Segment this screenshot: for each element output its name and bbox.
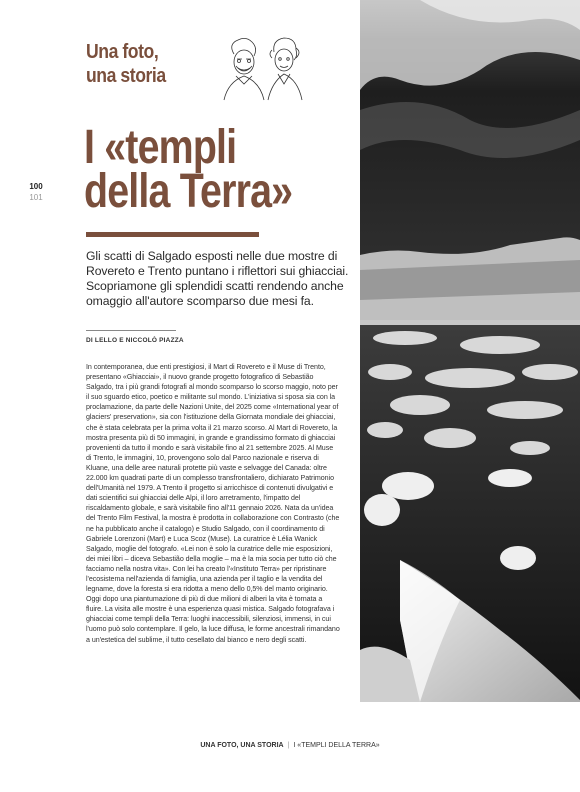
rubric-line-2: una storia bbox=[86, 65, 166, 87]
article-body: In contemporanea, due enti prestigiosi, il Mart di Rovereto e il Muse di Trento, presentano «Ghiacciai», il nuovo grande progetto fotografico di Sebastião Salgado, tra i più grandi fotografi al mondo scomparso lo scorso maggio, noto per il suo sguardo etico, poetico e militante sul mondo. L'iniziativa si sposa sia con la proclamazione, da parte delle Nazioni Unite, del 2025 come «International year of glaciers' preservation», sia con l'istituzione della Giornata mondiale dei ghiacciai, che è stata celebrata per la prima volta il 21 marzo scorso. Al Mart di Rovereto, la mostra presenta più di 50 immagini, in grande e grandissimo formato di ghiacciai provenienti da tutto il mondo e sarà visitabile fino al 21 settembre 2025. Al Muse di Trento, le immagini, 10, provengono solo dal Parco nazionale e riserva di Kluane, una delle aree naturali protette più vaste e selvagge del Canada: oltre 22.000 km quadrati parte di un complesso transfrontaliero, dichiarato Patrimonio dell'Umanità nel 1979. A Trento il progetto si arricchisce di contenuti divulgativi e dati scientifici sui ghiacciai delle Alpi, il loro arretramento, l'impatto del riscaldamento globale, e sarà visitabile fino all'11 gennaio 2026. Nata da un'idea del Trento Film Festival, la mostra è prodotta in collaborazione con Contrasto (che ne ha pubblicato anche il catalogo) e Studio Salgado, con il coordinamento di Gabriele Lorenzoni (Mart) e Luca Scoz (Muse). La curatrice è Lélia Wanick Salgado, moglie del fotografo. «Lei non è solo la curatrice delle mie esposizioni, dei miei libri – diceva Sebastião della moglie – ma è la mia socia per tutto ciò che facciamo nella nostra vita». Con lei ha creato l'«Instituto Terra» per ripristinare l'ecosistema nell'azienda di famiglia, una azienda per il taglio e la vendita del legname, dove la foresta si era ridotta a meno dello 0,5% del manto originario. Oggi dopo una piantumazione di più di due milioni di alberi la vita è tornata a fluire. La visita alle mostre è una esperienza quasi mistica. Salgado fotografava i ghiacciai come templi della Terra: luoghi inaccessibili, silenziosi, immensi, in cui l'uomo può solo contemplare. Il gelo, la luce diffusa, le forme ancestrali rimandano a un'estetica del sublime, il tutto cesellato dal bianco e nero degli scatti. bbox=[86, 363, 340, 644]
headline-rule bbox=[86, 232, 259, 237]
page-numbers bbox=[28, 181, 44, 203]
page-number-current: 100 bbox=[29, 182, 43, 191]
glacier-photo bbox=[360, 0, 580, 702]
standfirst: Gli scatti di Salgado esposti nelle due mostre di Rovereto e Trento puntano i riflettori sui ghiacciai. Scopriamone gli splendidi scatti rendendo anche omaggio all'autore scomparso due mesi fa. bbox=[86, 249, 349, 308]
authors-caricature bbox=[206, 32, 316, 102]
section-rubric bbox=[86, 40, 192, 88]
byline-rule bbox=[86, 330, 176, 331]
byline: DI LELLO E NICCOLÒ PIAZZA bbox=[86, 337, 184, 344]
rubric-line-1: Una foto, bbox=[86, 41, 159, 63]
glacier-photo-image bbox=[360, 0, 580, 702]
footer-separator: | bbox=[287, 742, 290, 749]
article-headline bbox=[84, 121, 322, 218]
page-number-next: 101 bbox=[29, 193, 43, 202]
page-footer bbox=[0, 742, 580, 749]
footer-title: I «TEMPLI DELLA TERRA» bbox=[293, 742, 380, 749]
headline-line-1: I «templi bbox=[84, 121, 237, 174]
caricature-drawing bbox=[206, 32, 316, 102]
headline-line-2: della Terra» bbox=[84, 165, 293, 218]
footer-series: UNA FOTO, UNA STORIA bbox=[200, 742, 284, 749]
